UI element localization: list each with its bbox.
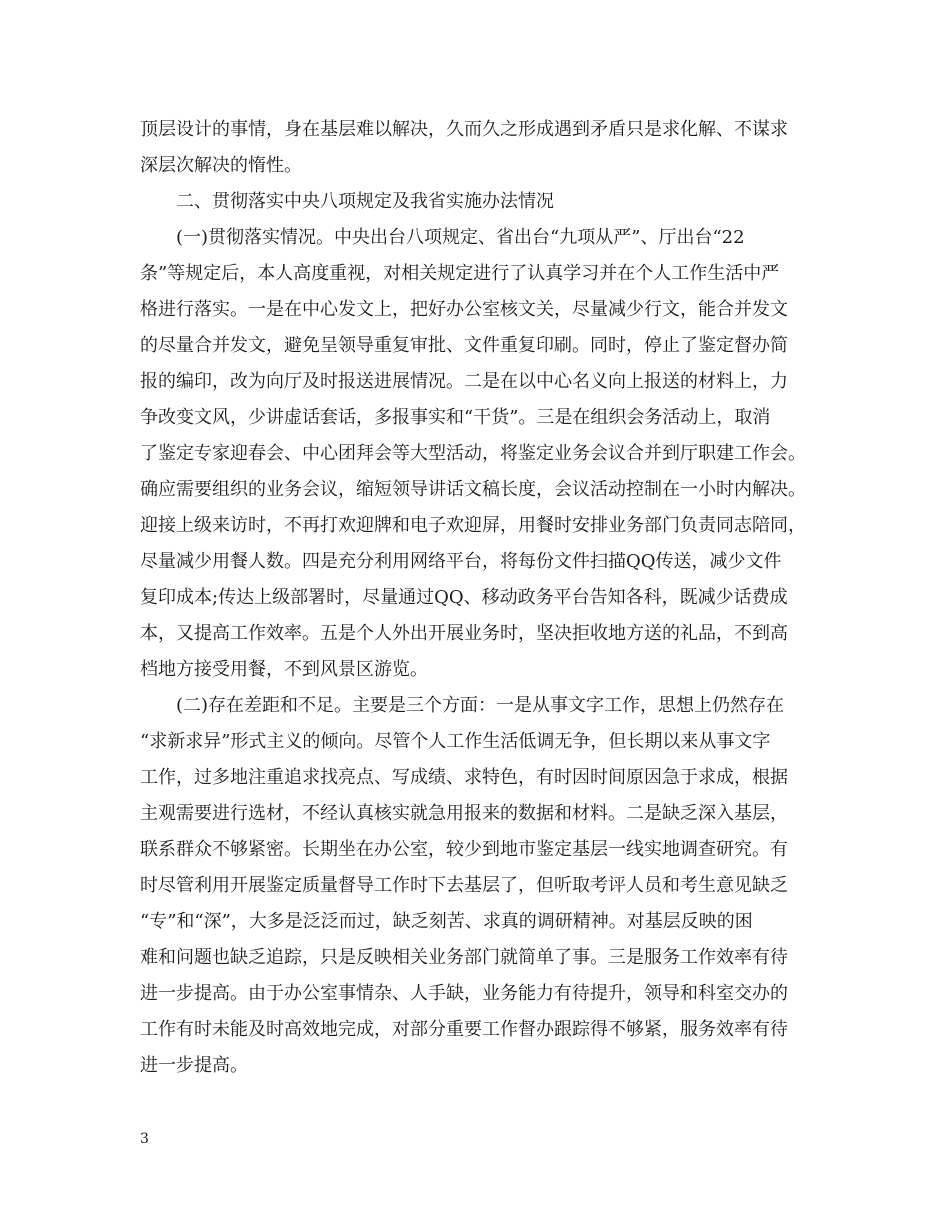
text-line: 争改变文风，少讲虚话套话，多报事实和“干货”。三是在组织会务活动上，取消	[140, 407, 771, 428]
text-line: 难和问题也缺乏追踪，只是反映相关业务部门就简单了事。三是服务工作效率有待	[140, 947, 788, 968]
text-line: 进一步提高。	[140, 1055, 248, 1076]
text-line: 本，又提高工作效率。五是个人外出开展业务时，坚决拒收地方送的礼品，不到高	[140, 623, 788, 644]
text-line: 工作，过多地注重追求找亮点、写成绩、求特色，有时因时间原因急于求成，根据	[140, 767, 788, 788]
text-line: 了鉴定专家迎春会、中心团拜会等大型活动，将鉴定业务会议合并到厅职建工作会。	[140, 443, 806, 464]
text-line: 确应需要组织的业务会议，缩短领导讲话文稿长度，会议活动控制在一小时内解决。	[140, 479, 806, 500]
text-line: 进一步提高。由于办公室事情杂、人手缺，业务能力有待提升，领导和科室交办的	[140, 983, 788, 1004]
text-line: 主观需要进行选材，不经认真核实就急用报来的数据和材料。二是缺乏深入基层，	[140, 803, 788, 824]
text-line: 联系群众不够紧密。长期坐在办公室，较少到地市鉴定基层一线实地调查研究。有	[140, 839, 788, 860]
text-line: 顶层设计的事情，身在基层难以解决，久而久之形成遇到矛盾只是求化解、不谋求	[140, 119, 788, 140]
page-number: 3	[140, 1131, 149, 1147]
text-line: 时尽管利用开展鉴定质量督导工作时下去基层了，但听取考评人员和考生意见缺乏	[140, 875, 788, 896]
text-line: (二)存在差距和不足。主要是三个方面：一是从事文字工作，思想上仍然存在	[176, 695, 785, 716]
text-line: 深层次解决的惰性。	[140, 155, 302, 176]
text-line: “求新求异”形式主义的倾向。尽管个人工作生活低调无争，但长期以来从事文字	[140, 731, 771, 752]
text-line: 格进行落实。一是在中心发文上，把好办公室核文关，尽量减少行文，能合并发文	[140, 299, 788, 320]
text-line: 的尽量合并发文，避免呈领导重复审批、文件重复印刷。同时，停止了鉴定督办简	[140, 335, 788, 356]
document-body	[140, 112, 830, 1084]
text-line: 复印成本;传达上级部署时，尽量通过QQ、移动政务平台告知各科，既减少话费成	[140, 587, 788, 608]
text-line: (一)贯彻落实情况。中央出台八项规定、省出台“九项从严”、厅出台“22	[176, 227, 745, 248]
text-line: 报的编印，改为向厅及时报送进展情况。二是在以中心名义向上报送的材料上，力	[140, 371, 788, 392]
text-line: “专”和“深”，大多是泛泛而过，缺乏刻苦、求真的调研精神。对基层反映的困	[140, 911, 753, 932]
text-line: 工作有时未能及时高效地完成，对部分重要工作督办跟踪得不够紧，服务效率有待	[140, 1019, 788, 1040]
text-line: 迎接上级来访时，不再打欢迎牌和电子欢迎屏，用餐时安排业务部门负责同志陪同，	[140, 515, 806, 536]
text-line: 尽量减少用餐人数。四是充分利用网络平台，将每份文件扫描QQ传送，减少文件	[140, 551, 782, 572]
text-line: 二、贯彻落实中央八项规定及我省实施办法情况	[176, 191, 554, 212]
text-line: 档地方接受用餐，不到风景区游览。	[140, 659, 428, 680]
text-line: 条”等规定后，本人高度重视，对相关规定进行了认真学习并在个人工作生活中严	[140, 263, 780, 284]
